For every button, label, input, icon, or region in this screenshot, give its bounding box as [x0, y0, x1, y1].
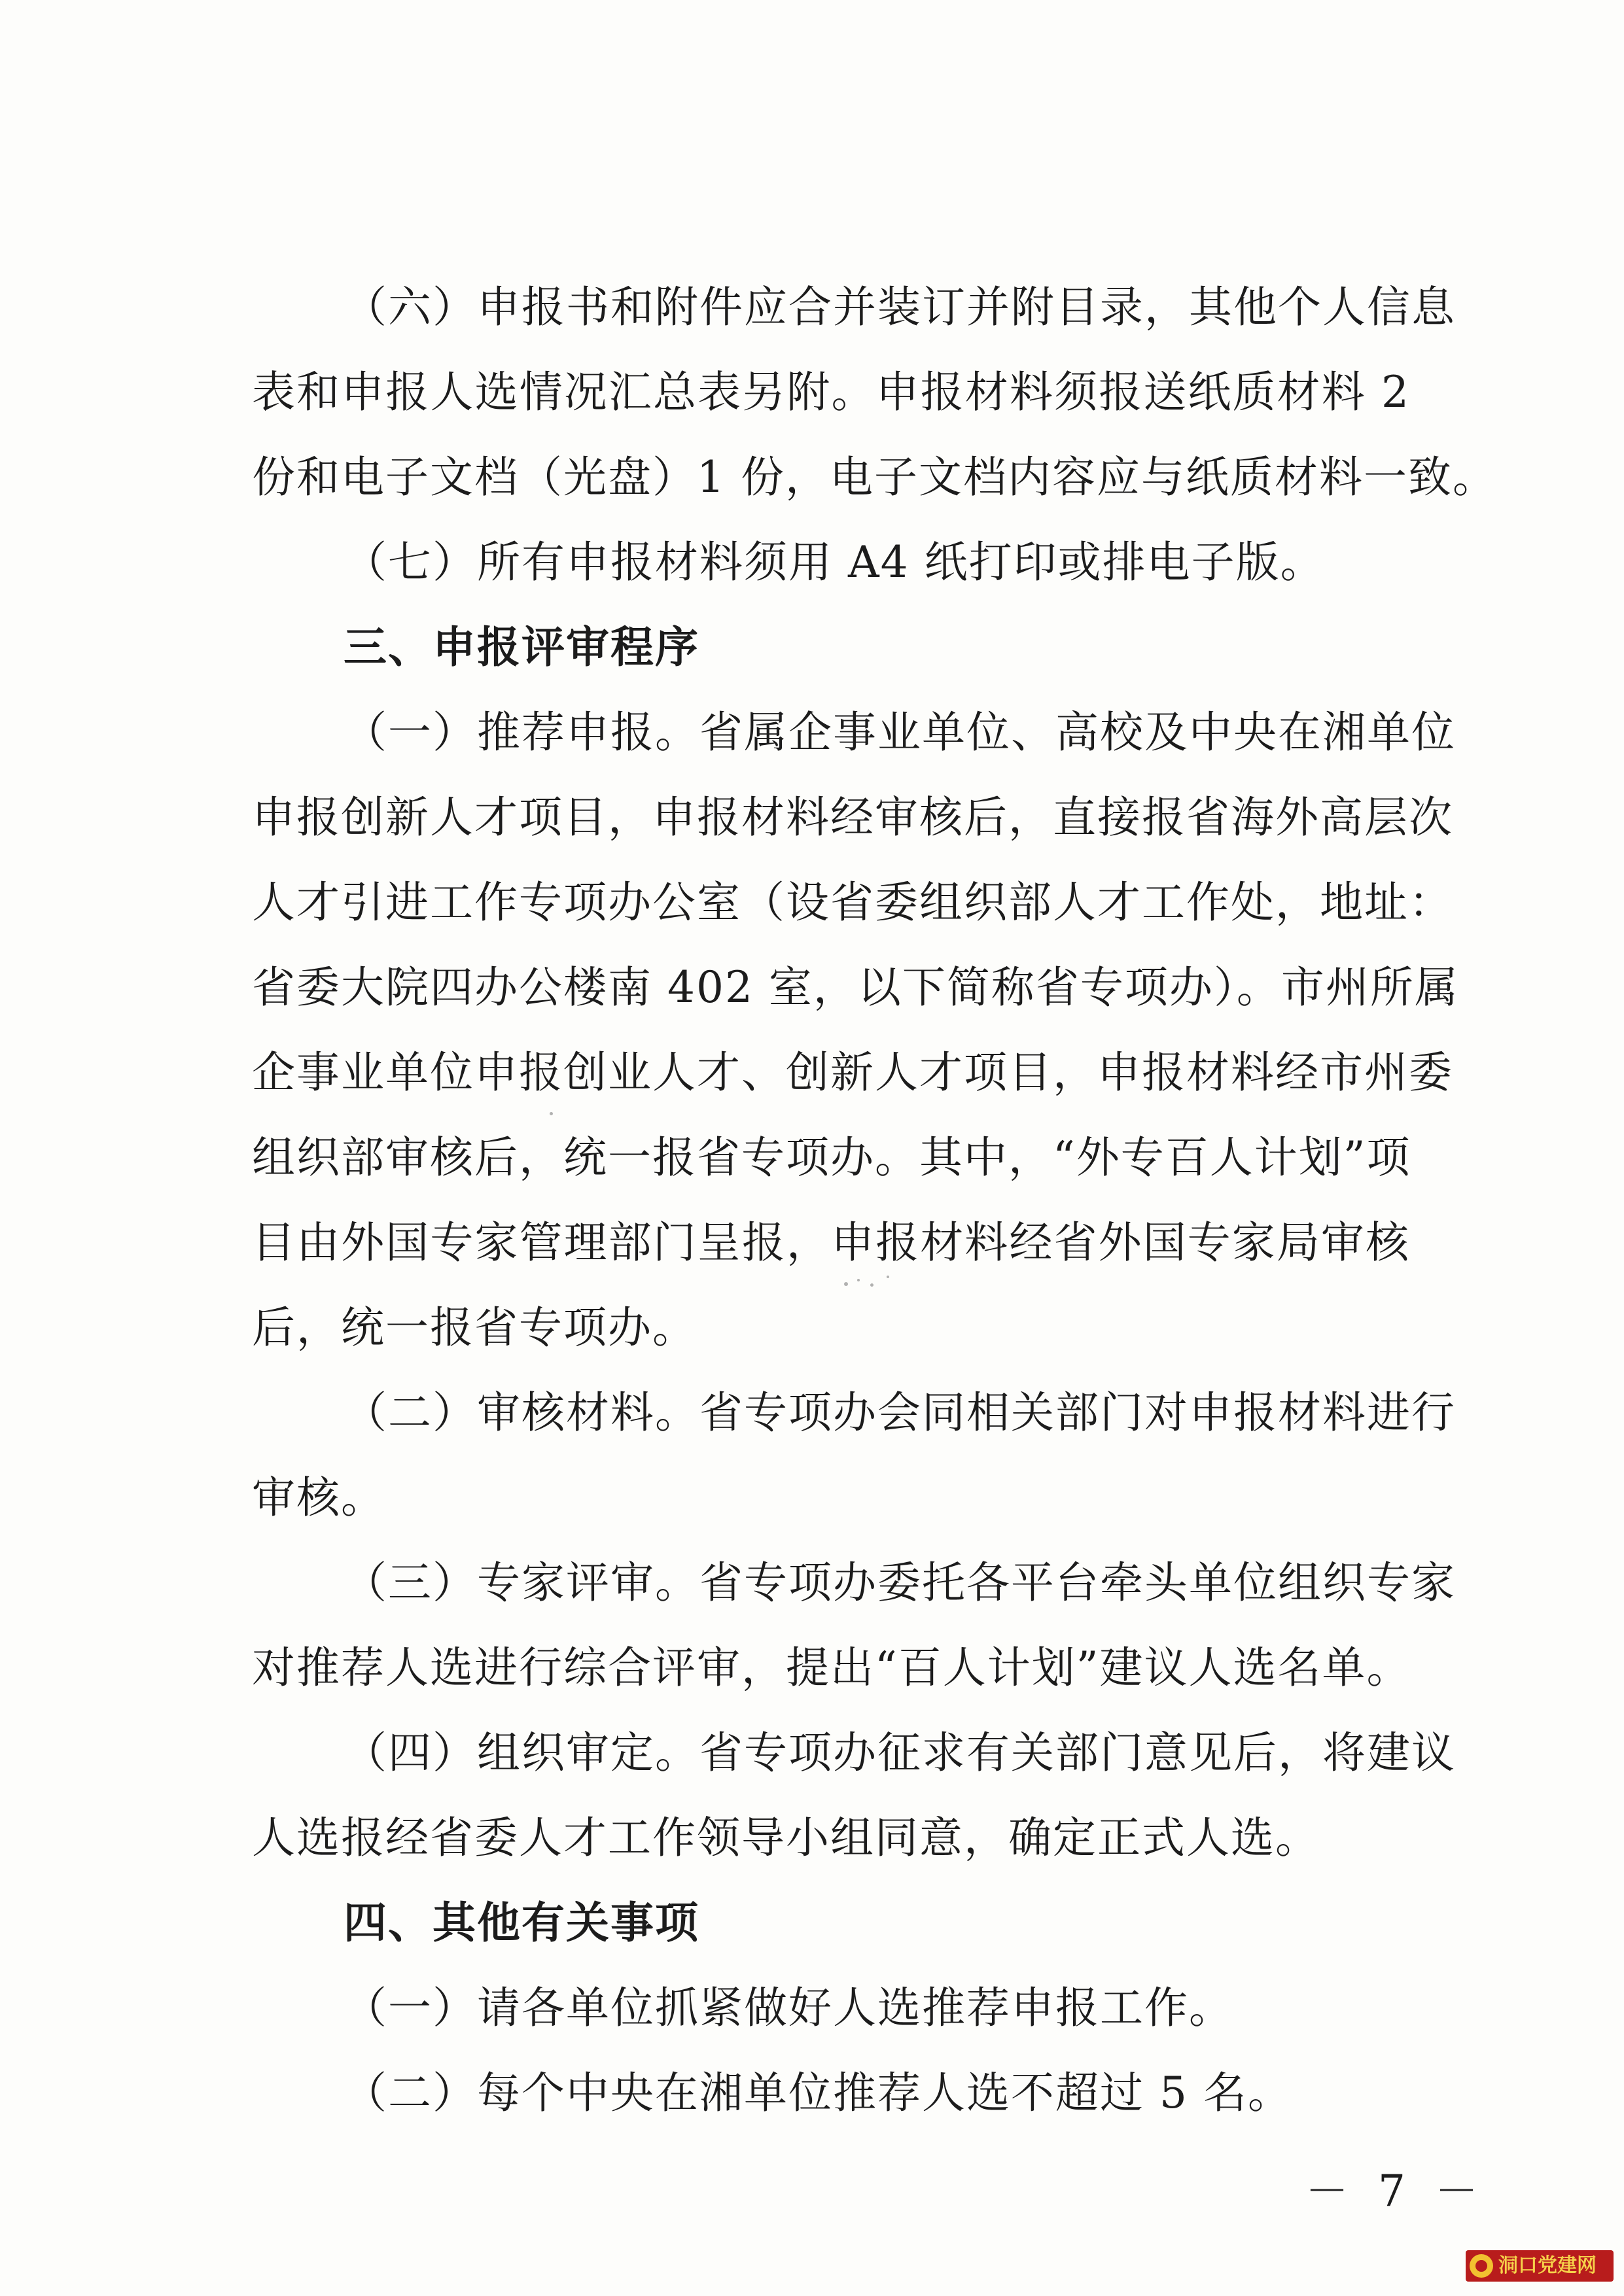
paragraph-line: 表和申报人选情况汇总表另附。申报材料须报送纸质材料 2	[252, 367, 1410, 417]
paragraph-line: 人选报经省委人才工作领导小组同意，确定正式人选。	[252, 1813, 1320, 1863]
paragraph-line: 省委大院四办公楼南 402 室，以下简称省专项办）。市州所属	[252, 962, 1459, 1013]
paragraph-line: 后，统一报省专项办。	[252, 1302, 697, 1353]
paragraph-line: （二）每个中央在湘单位推荐人选不超过 5 名。	[344, 2068, 1292, 2118]
paragraph-line: （六）申报书和附件应合并装订并附目录，其他个人信息	[344, 282, 1456, 332]
paragraph-line: （一）请各单位抓紧做好人选推荐申报工作。	[344, 1983, 1233, 2033]
site-watermark-logo	[1466, 2250, 1614, 2282]
paragraph-line: 对推荐人选进行综合评审，提出“百人计划”建议人选名单。	[252, 1643, 1411, 1693]
scan-speck	[857, 1279, 860, 1281]
paragraph-line: 组织部审核后，统一报省专项办。其中，“外专百人计划”项	[252, 1132, 1411, 1183]
paragraph-line: 目由外国专家管理部门呈报，申报材料经省外国专家局审核	[252, 1217, 1410, 1268]
paragraph-line: 申报创新人才项目，申报材料经审核后，直接报省海外高层次	[252, 792, 1453, 843]
paragraph-line: 人才引进工作专项办公室（设省委组织部人才工作处，地址：	[252, 877, 1453, 928]
paragraph-line: （一）推荐申报。省属企事业单位、高校及中央在湘单位	[344, 707, 1456, 757]
paragraph-line: （四）组织审定。省专项办征求有关部门意见后，将建议	[344, 1728, 1456, 1778]
paragraph-line: （三）专家评审。省专项办委托各平台牵头单位组织专家	[344, 1557, 1456, 1608]
paragraph-line: （二）审核材料。省专项办会同相关部门对申报材料进行	[344, 1387, 1456, 1438]
section-heading: 四、其他有关事项	[344, 1898, 699, 1948]
party-emblem-icon	[1470, 2254, 1493, 2278]
watermark-text: 洞口党建网	[1498, 2254, 1597, 2277]
paragraph-line: 份和电子文档（光盘）1 份，电子文档内容应与纸质材料一致。	[252, 452, 1497, 502]
paragraph-line: （七）所有申报材料须用 A4 纸打印或排电子版。	[344, 537, 1325, 587]
paragraph-line: 审核。	[252, 1472, 385, 1523]
scan-speck	[550, 1112, 553, 1115]
scan-speck	[844, 1282, 848, 1286]
scan-speck	[870, 1283, 874, 1287]
page-number: － 7 －	[1305, 2166, 1486, 2216]
paragraph-line: 企事业单位申报创业人才、创新人才项目，申报材料经市州委	[252, 1047, 1453, 1098]
scan-speck	[887, 1276, 889, 1278]
section-heading: 三、申报评审程序	[344, 622, 699, 672]
